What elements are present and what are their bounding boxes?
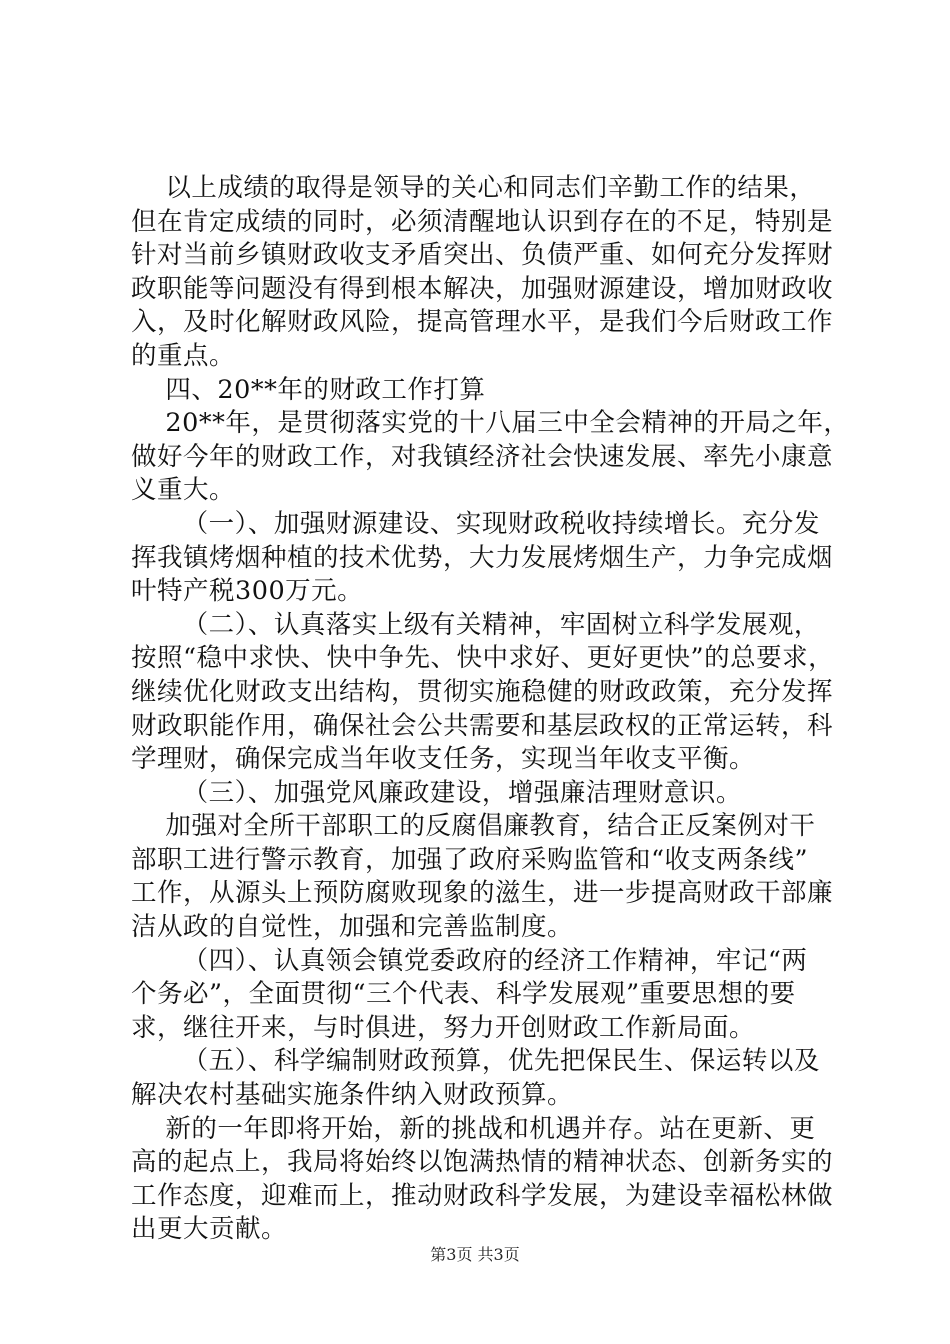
text-line: 以上成绩的取得是领导的关心和同志们辛勤工作的结果， <box>131 173 816 203</box>
text-line: 按照“稳中求快、快中争先、快中求好、更好更快”的总要求， <box>131 643 835 674</box>
document-body <box>131 172 850 1247</box>
text-line: 入，及时化解财政风险，提高管理水平，是我们今后财政工作 <box>131 307 834 338</box>
page-number-footer: 第3页 共3页 <box>430 1245 520 1264</box>
text-line: 的重点。 <box>131 340 236 371</box>
text-line: 财政职能作用，确保社会公共需要和基层政权的正常运转，科 <box>131 710 834 741</box>
text-line: 高的起点上，我局将始终以饱满热情的精神状态、创新务实的 <box>131 1147 834 1178</box>
section-heading: 四、20**年的财政工作打算 <box>131 374 486 405</box>
text-line: 个务必”，全面贯彻“三个代表、科学发展观”重要思想的要 <box>131 979 796 1010</box>
text-line: （一）、加强财源建设、实现财政税收持续增长。充分发 <box>131 508 820 539</box>
text-line: 继续优化财政支出结构，贯彻实施稳健的财政政策，充分发挥 <box>131 676 834 707</box>
text-line: 工作态度，迎难而上，推动财政科学发展，为建设幸福松林做 <box>131 1180 834 1211</box>
text-line: 20**年，是贯彻落实党的十八届三中全会精神的开局之年， <box>131 408 850 439</box>
text-line: （二）、认真落实上级有关精神，牢固树立科学发展观， <box>131 609 820 640</box>
text-line: 洁从政的自觉性，加强和完善监制度。 <box>131 912 574 943</box>
text-line: 加强对全所干部职工的反腐倡廉教育，结合正反案例对干 <box>131 811 816 842</box>
text-line: 解决农村基础实施条件纳入财政预算。 <box>131 1080 574 1111</box>
text-line: （五）、科学编制财政预算，优先把保民生、保运转以及 <box>131 1046 820 1077</box>
text-line: 叶特产税300万元。 <box>131 576 364 607</box>
text-line: 求，继往开来，与时俱进，努力开创财政工作新局面。 <box>131 1012 756 1043</box>
text-line: 出更大贡献。 <box>131 1214 288 1245</box>
text-line: 但在肯定成绩的同时，必须清醒地认识到存在的不足，特别是 <box>131 206 834 237</box>
text-line: 义重大。 <box>131 475 236 506</box>
text-line: 学理财，确保完成当年收支任务，实现当年收支平衡。 <box>131 744 756 775</box>
text-line: 挥我镇烤烟种植的技术优势，大力发展烤烟生产，力争完成烟 <box>131 542 834 573</box>
text-line: 做好今年的财政工作，对我镇经济社会快速发展、率先小康意 <box>131 441 834 472</box>
text-line: 新的一年即将开始，新的挑战和机遇并存。站在更新、更 <box>131 1113 816 1144</box>
text-line: （四）、认真领会镇党委政府的经济工作精神，牢记“两 <box>131 945 808 976</box>
text-line: 部职工进行警示教育，加强了政府采购监管和“收支两条线” <box>131 844 809 875</box>
text-line: 政职能等问题没有得到根本解决，加强财源建设，增加财政收 <box>131 273 834 304</box>
text-line: （三）、加强党风廉政建设，增强廉洁理财意识。 <box>131 777 742 808</box>
text-line: 针对当前乡镇财政收支矛盾突出、负债严重、如何充分发挥财 <box>131 240 834 271</box>
text-line: 工作，从源头上预防腐败现象的滋生，进一步提高财政干部廉 <box>131 878 834 909</box>
